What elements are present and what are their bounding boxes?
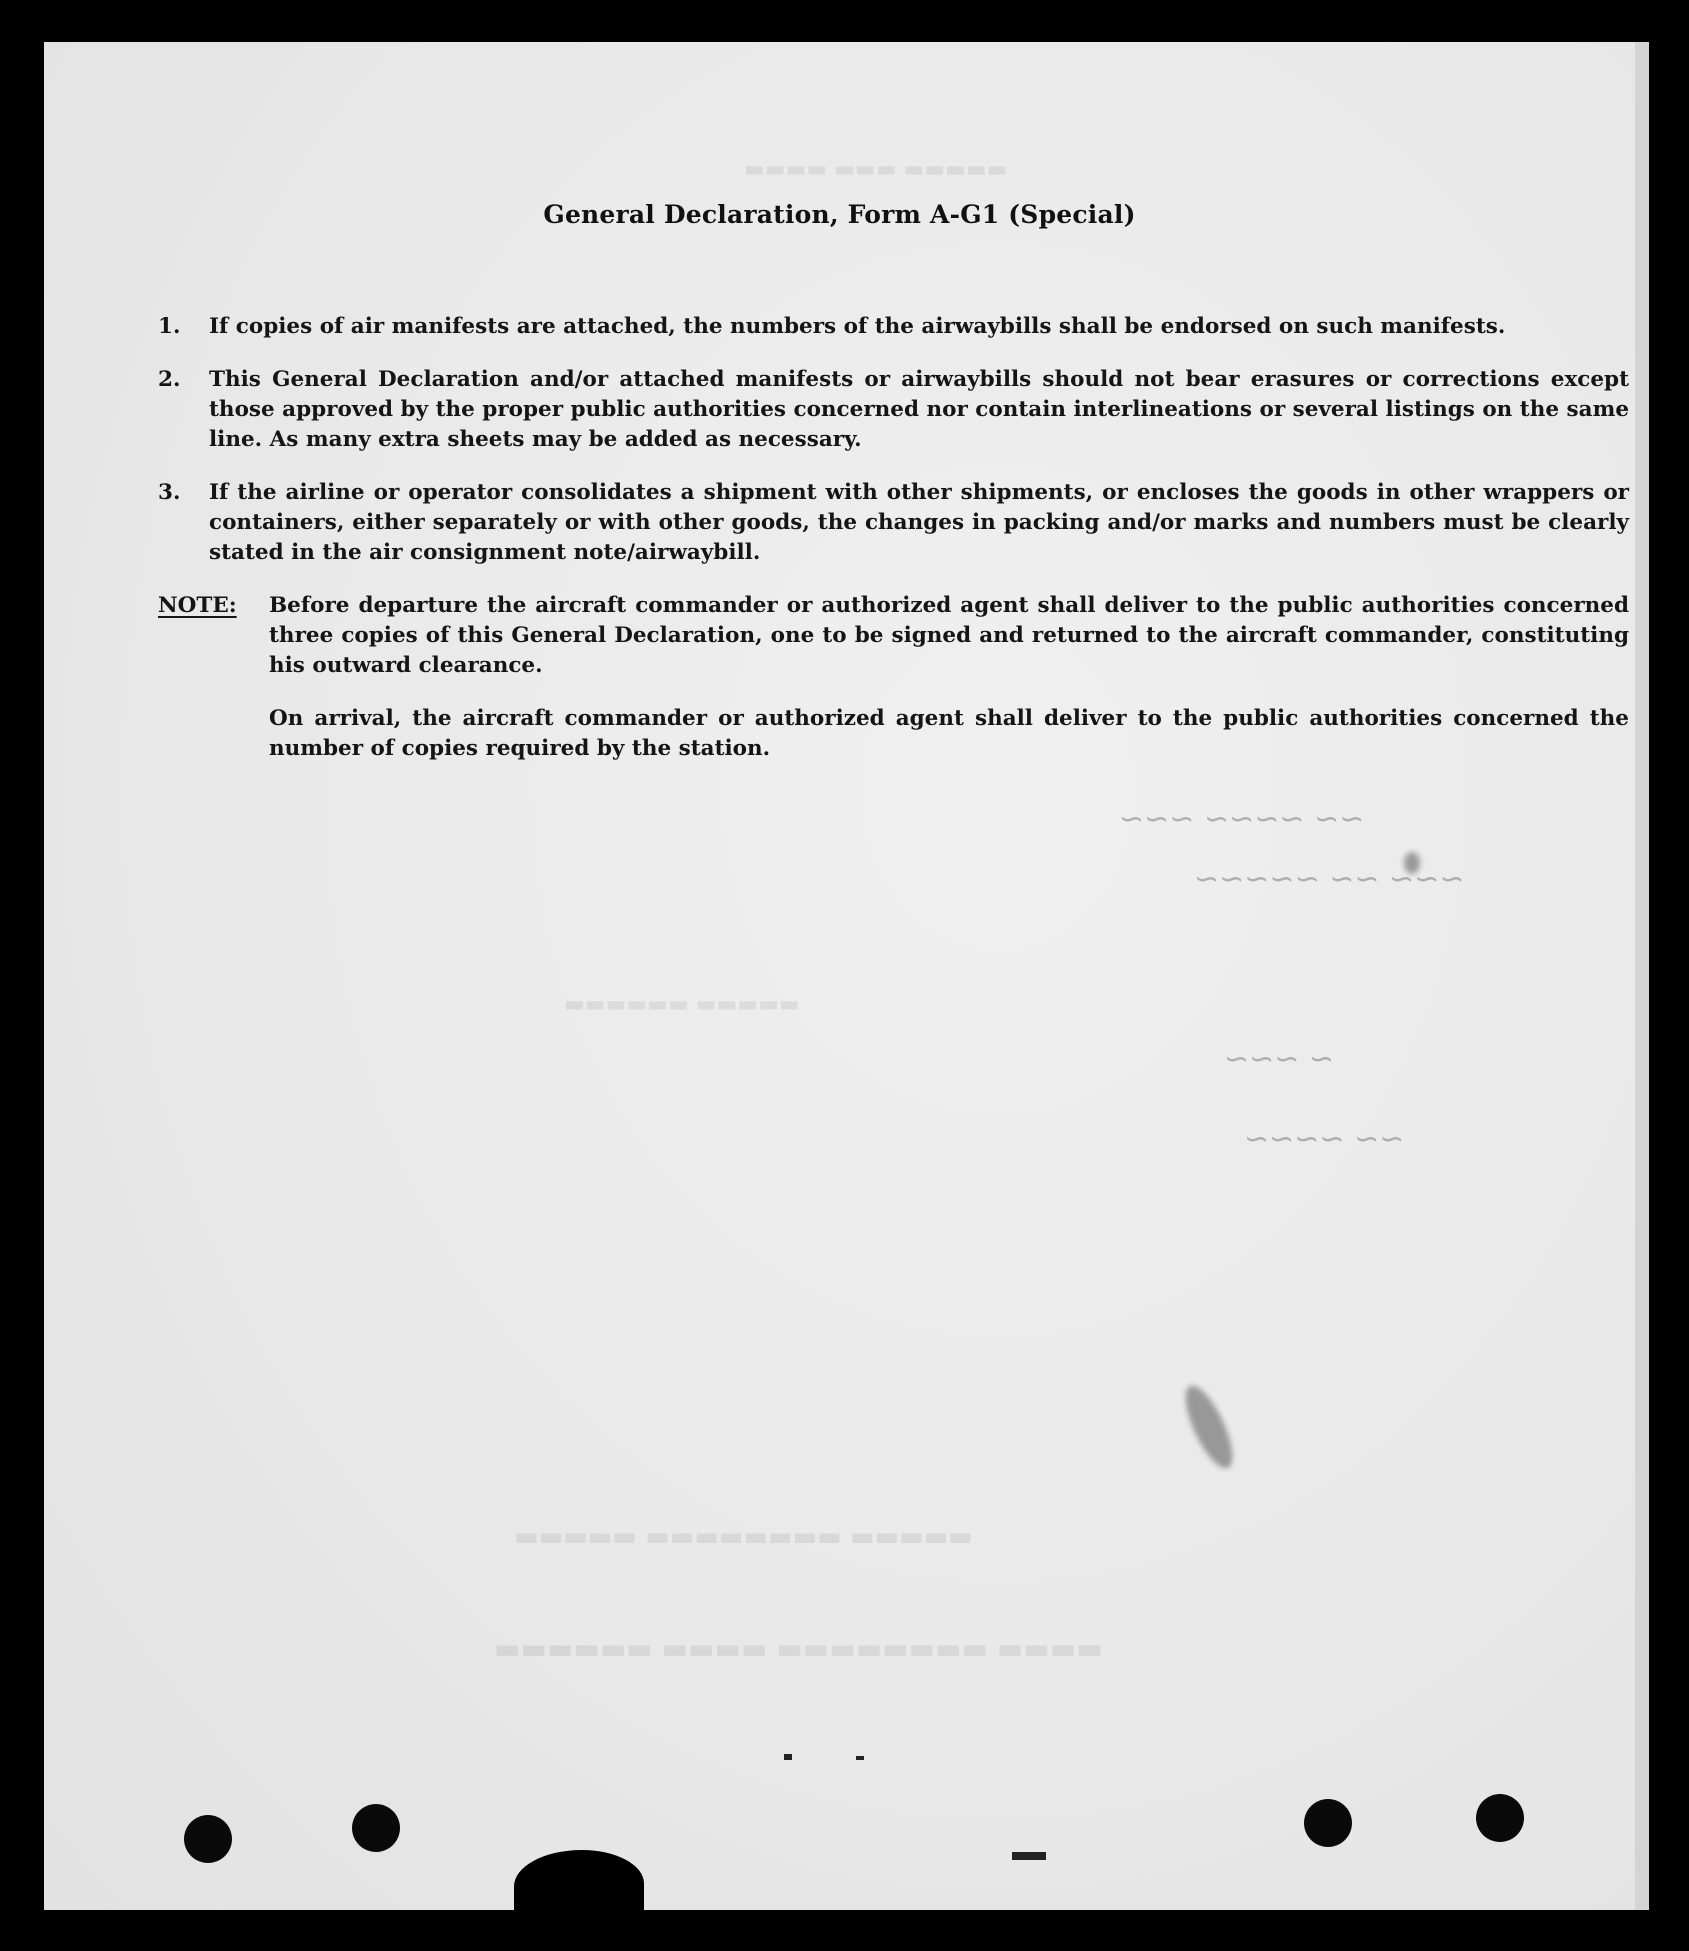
bleed-through-text: ▬▬▬▬ ▬▬▬ ▬▬▬▬▬ [744, 157, 1008, 182]
note-label: NOTE: [158, 593, 237, 618]
punch-hole [1476, 1794, 1524, 1842]
speck [784, 1754, 792, 1760]
note-paragraph-2: On arrival, the aircraft commander or authorized agent shall deliver to the public authorities concerned the number of copies required by the station. [269, 706, 1629, 761]
note-paragraph-1: Before departure the aircraft commander or authorized agent shall deliver to the public authorities concerned three copies of this General Declaration, one to be signed and returned to the aircraft commander, constituting his outward clearance. [269, 593, 1629, 678]
item-number: 3. [158, 480, 181, 505]
punch-hole [184, 1815, 232, 1863]
speck [1012, 1852, 1046, 1860]
pencil-marks: ~ ~~~ [1224, 1042, 1335, 1077]
speck [856, 1756, 864, 1760]
item-number: 2. [158, 367, 181, 392]
ink-smudge [1176, 1380, 1241, 1474]
item-number: 1. [158, 314, 181, 339]
item-text: If copies of air manifests are attached, the numbers of the airwaybills shall be endorsed on such manifests. [209, 314, 1506, 339]
bleed-through-text: ▬▬▬▬▬▬ ▬▬▬▬ ▬▬▬▬▬▬▬▬ ▬▬▬▬ [494, 1632, 1103, 1665]
item-text: This General Declaration and/or attached manifests or airwaybills should not bear erasures or corrections except those approved by the proper public authorities concerned nor contain interlineations or several listings on the same line. As many extra sheets may be added as necessary. [209, 367, 1629, 452]
document-page [44, 42, 1635, 1910]
bleed-through-text: ▬▬▬▬▬▬ ▬▬▬▬▬ [564, 992, 800, 1017]
punch-hole [352, 1804, 400, 1852]
torn-edge [514, 1850, 644, 1910]
bleed-through-text: ▬▬▬▬▬ ▬▬▬▬▬▬▬▬ ▬▬▬▬▬ [514, 1522, 973, 1552]
pencil-marks: ~~ ~~~~ ~~~ [1119, 802, 1365, 837]
ink-smudge [1404, 852, 1420, 874]
document-title: General Declaration, Form A-G1 (Special) [543, 200, 1136, 229]
scan-edge [1635, 42, 1649, 1910]
pencil-marks: ~~~ ~~ ~~~~~ [1194, 862, 1465, 897]
pencil-marks: ~~ ~~~~ [1244, 1122, 1405, 1157]
item-text: If the airline or operator consolidates a shipment with other shipments, or encloses the goods in other wrappers or containers, either separately or with other goods, the changes in packing and/or marks and numbers must be clearly stated in the air consignment note/airwaybill. [209, 480, 1629, 565]
punch-hole [1304, 1799, 1352, 1847]
